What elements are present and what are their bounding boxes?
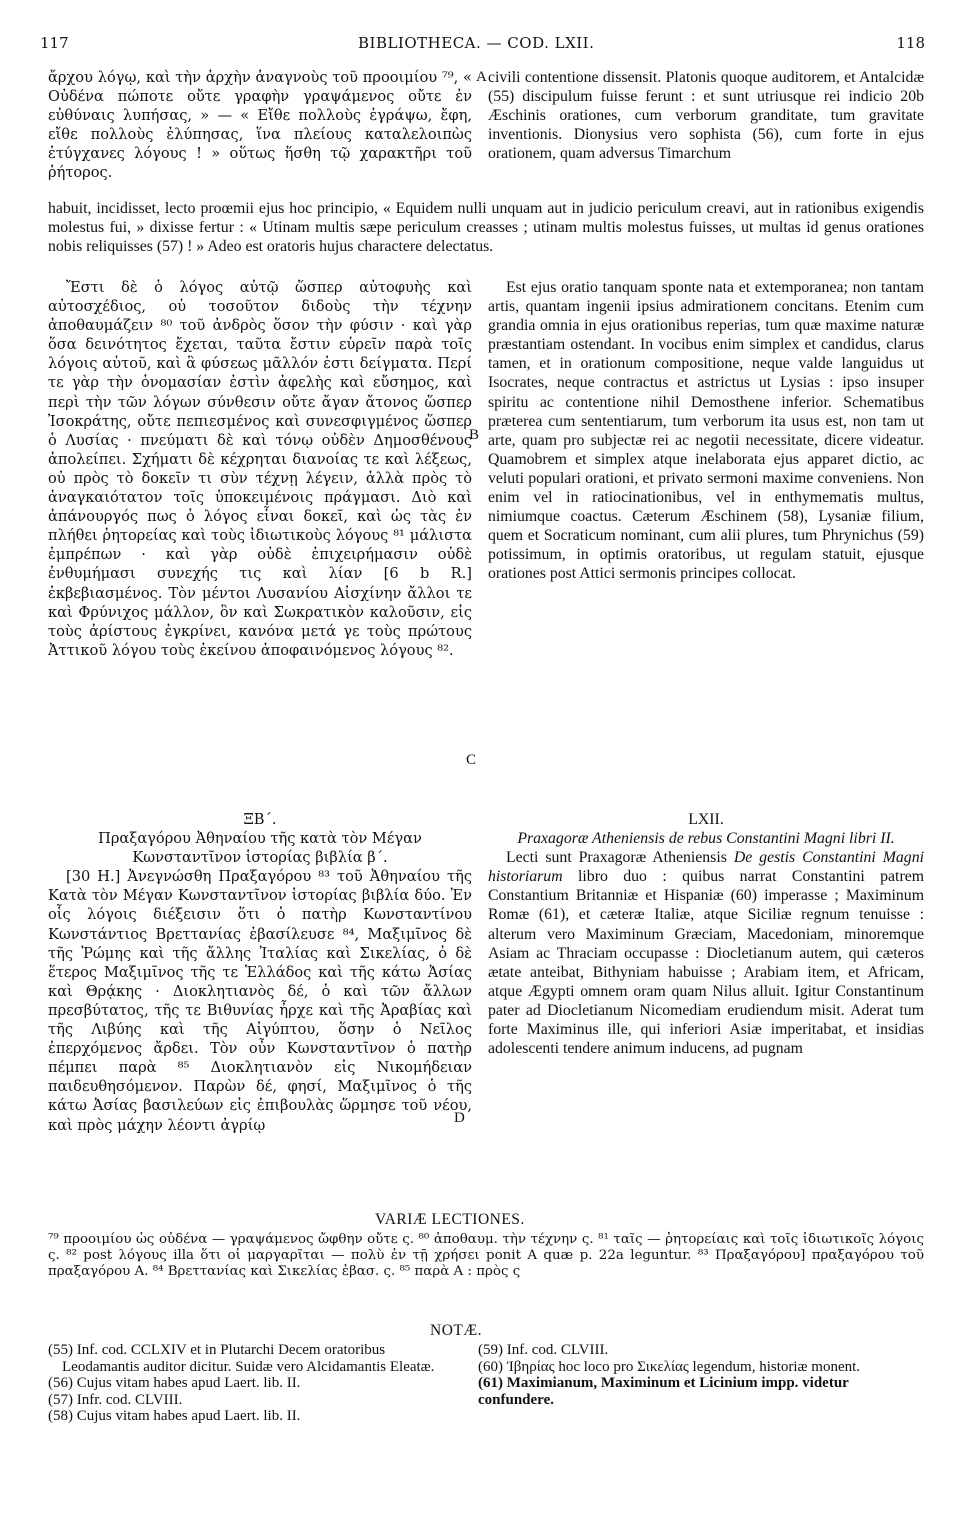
greek-column-middle: [48, 278, 472, 660]
variae-lectiones-heading: VARIÆ LECTIONES.: [375, 1211, 525, 1228]
notes-right-column: [478, 1342, 918, 1408]
note: (57) Infr. cod. CLVIII.: [48, 1391, 183, 1408]
greek-column-top: [48, 68, 472, 184]
work-title: De gestis Constantini Magni historiarum: [488, 849, 924, 886]
margin-letter-a: A: [476, 69, 487, 85]
note: (60) Ἰβηρίας hoc loco pro Σικελίας legendum, historiæ monent.: [478, 1358, 861, 1375]
latin-chapter: [488, 810, 924, 1058]
latin-paragraph: habuit, incidisset, lecto proœmii ejus hoc principio, « Equidem nulli unquam aut in judicio periculum creavi, aut in rationibus exigendis molestus fui, » dixisse fertur : « Utinam multis sæpe periculum creasses ; utinam multis molestus fuisses, ut multas id genus orationes nobis reliquisses (57) ! » Adeo est oratoris hujus charactere delectatus.: [48, 199, 924, 255]
note: (58) Cujus vitam habes apud Laert. lib. II.: [48, 1408, 301, 1424]
margin-letter-b: B: [469, 427, 480, 443]
latin-paragraph: civili contentione dissensit. Platonis quoque auditorem, et Antalcidæ (55) discipulum fuisse ferunt : et sunt utriusque rei indicio 20b Æschinis orationes, cum verborum granditate, tum gravitate inventionis. Dionysius vero sophista (56), cum forte in ejus orationem, quam adversus Timarchum: [488, 69, 924, 163]
chapter-title-latin: Praxagoræ Atheniensis de rebus Constantini Magni libri II.: [517, 830, 895, 848]
note: (55) Inf. cod. CCLXIV et in Plutarchi Decem oratoribus Leodamantis auditor dicitur. Suidæ vero Alcidamantis Eleatæ.: [48, 1342, 435, 1375]
chapter-title-greek: Πραξαγόρου Ἀθηναίου τῆς κατὰ τὸν Μέγαν Κωνσταντῖνον ἱστορίας βιβλία β΄.: [98, 830, 422, 867]
note: (61) Maximianum, Maximinum et Licinium impp. videtur confundere.: [478, 1375, 849, 1408]
latin-paragraph: [488, 848, 924, 1058]
latin-text: Lecti sunt Praxagoræ Atheniensis: [506, 849, 727, 867]
margin-letter-d: D: [454, 1110, 465, 1126]
latin-text: libro duo : quibus narrat Constantini patrem Constantium Britanniæ et Hispaniæ (60) imperasse ; Maximinum Romæ (61), et cæteræ Italiæ, atque Siciliæ regnum tenuisse : alterum vero Maximinum Græciam, Macedoniam, minoremque Asiam ac Thraciam occupasse : Diocletianum autem, qui cæteros ætate anteibat, Bithyniam habuisse ; Arabiam item, et Africam, atque Ægypti omnem oram quam Nilus alluit. Igitur Constantinum pater ad Diocletianum Nicomediam erudiendum misit. Aderat tum forte Maximinus ille, qui inferiori Asiæ imperitabat, et insidias adolescenti tendere animum inducens, ad pugnam: [488, 868, 925, 1058]
latin-paragraph: Est ejus oratio tanquam sponte nata et extemporanea; non tantam artis, quantam ingenii ipsius admirationem concitans. Etenim cum grandia omnia in ejus orationibus reperias, tum quæ maxime naturæ præstantiam ostendant. In vocibus enim simplex et candidus, clarus tamen, et in orationum compositione, neque valde languidus ut Isocrates, neque contractus et astrictus ut Lysias : ipso insuper spiritu ac contentione nihil Demosthene inferior. Schematibus præterea cum sententiarum, tum verborum ita usus est, non tam ut arte, quam pro subjectæ rei ac negotii necessitate, dicere videatur. Quamobrem et simplex atque inelaborata ejus apparet dictio, ac veluti populari orationi, et privato sermoni maxime conveniens. Non enim vel in ratiocinationibus, vel in enthymematis multus, nimiumque coactus. Cæterum Æschinem (58), Lysaniæ filium, quem et Socraticum nominant, cum alii plures, tum Phrynichus (59) potissimum, in optimis oratoribus, ut regulam statuit, ejusque orationes post Attici sermonis principes collocat.: [488, 279, 924, 583]
note: (56) Cujus vitam habes apud Laert. lib. II.: [48, 1375, 301, 1391]
chapter-number-latin: LXII.: [688, 811, 724, 828]
running-header: [40, 34, 925, 58]
greek-chapter: [48, 810, 472, 1135]
chapter-number-greek: ΞΒ΄.: [243, 811, 277, 828]
page-number-right: 118: [896, 34, 925, 52]
latin-column-middle: [488, 278, 924, 584]
notae-heading: NOTÆ.: [430, 1322, 483, 1339]
note: (59) Inf. cod. CLVIII.: [478, 1342, 609, 1358]
page-number-left: 117: [40, 34, 69, 52]
latin-full-width-paragraph: [48, 183, 924, 272]
running-title: BIBLIOTHECA. — COD. LXII.: [358, 34, 595, 52]
margin-letter-c: C: [466, 752, 477, 768]
notes-left-column: [48, 1342, 456, 1425]
greek-paragraph: [30 H.] Ἀνεγνώσθη Πραξαγόρου ⁸³ τοῦ Ἀθηναίου τῆς Κατὰ τὸν Μέγαν Κωνσταντῖνον ἱστορίας βιβλία δύο. Ἐν οἷς λόγοις διέξεισιν ὅτι ὁ πατὴρ Κωνσταντίνου Κωνστάντιος Βρεττανίας ἐβασίλευσε ⁸⁴, Μαξιμῖνος δὲ τῆς Ῥώμης καὶ τῆς ἄλλης Ἰταλίας καὶ Σικελίας, ὁ δὲ ἕτερος Μαξιμῖνος τῆς τε Ἑλλάδος καὶ τῆς κάτω Ἀσίας καὶ Θρᾴκης · Διοκλητιανὸς δέ, ὁ καὶ τῶν ἄλλων πρεσβύτατος, τῆς τε Βιθυνίας ἦρχε καὶ τῆς Ἀραβίας καὶ τῆς Λιβύης καὶ τῆς Αἰγύπτου, ὅσην ὁ Νεῖλος ἐπερχόμενος ἄρδει. Τὸν οὖν Κωνσταντῖνον ὁ πατὴρ πέμπει παρὰ ⁸⁵ Διοκλητιανὸν εἰς Νικομήδειαν παιδευθησόμενον. Παρὼν δέ, φησί, Μαξιμῖνος ὁ τῆς κάτω Ἀσίας βασιλεύων εἰς ἐπιβουλὰς ὥρμησε τοῦ νέου, καὶ πρὸς μάχην λέοντι ἀγρίῳ: [48, 868, 472, 1134]
greek-paragraph: Ἔστι δὲ ὁ λόγος αὐτῷ ὥσπερ αὐτοφυὴς καὶ αὐτοσχέδιος, οὐ τοσοῦτον διδοὺς τὴν τέχνην ἀποθαυμάζειν ⁸⁰ τοῦ ἀνδρὸς ὅσον τὴν φύσιν · καὶ γὰρ ὅσα δεινότητος ἔχεται, ταῦτα ἔστιν εὑρεῖν παρὰ τοῖς λόγοις αὐτοῦ, καὶ ἃ φύσεως μᾶλλόν ἐστι δείγματα. Περί τε γὰρ τὴν ὀνομασίαν ἐστὶν ἀφελὴς καὶ εὔσημος, καὶ περὶ τὴν τῶν λόγων σύνθεσιν οὔτε ἄγαν ἄτονος ὥσπερ Ἰσοκράτης, οὔτε πεπιεσμένος καὶ συνεσφιγμένος ὥσπερ ὁ Λυσίας · πνεύματι δὲ καὶ τόνῳ οὐδὲν Δημοσθένους ἀπολείπει. Σχήματι δὲ κέχρηται διανοίας τε καὶ λέξεως, οὐ πρὸς τὸ δοκεῖν τι σὺν τέχνῃ λέγειν, ἀλλὰ πρὸς τὸ ἀναγκαιότατον τοῖς ὑποκειμένοις πράγμασι. Διὸ καὶ ἀπάνουργός πως ὁ λόγος εἶναι δοκεῖ, καὶ ὡς τὰς ἐν πλήθει ῥητορείας καὶ τοὺς ἰδιωτικοὺς λόγους ⁸¹ μάλιστα ἐμπρέπων · καὶ γὰρ οὐδὲ ἐπιχειρήμασιν οὐδὲ ἐνθυμήμασι συνεχής τις καὶ λίαν [6 b R.] ἐκβεβιασμένος. Τὸν μέντοι Λυσανίου Αἰσχίνην ἄλλοι τε καὶ Φρύνιχος μάλλον, ὃν καὶ Σωκρατικὸν καλοῦσιν, εἰς τοὺς ἀρίστους ἐγκρίνει, κανόνα μετά γε τοὺς πρώτους Ἀττικοῦ λόγου τοὺς ἐκείνου ἀποφαινόμενος λόγους ⁸².: [48, 279, 472, 659]
greek-paragraph: ἄρχου λόγῳ, καὶ τὴν ἀρχὴν ἀναγνοὺς τοῦ προοιμίου ⁷⁹, « Οὐδένα πώποτε οὔτε γραφὴν γραψάμενος οὔτε ἐν εὐθύναις λυπήσας, » — « Εἴθε πολλοὺς ἐγράψω, ἔφη, εἴθε πολλοὺς ἐλύπησας, ἵνα πλείους καταλελοιπὼς ἐτύγχανες λόγους ! » οὕτως ἥσθη τῷ χαρακτῆρι τοῦ ῥήτορος.: [48, 69, 472, 182]
latin-column-top: [488, 68, 924, 184]
variae-lectiones-text: ⁷⁹ προοιμίου ὡς οὐδένα — γραψάμενος ὤφθην οὔτε ς. ⁸⁰ ἀποθαυμ. τὴν τέχνην ς. ⁸¹ ταῖς — ῥητορείαις καὶ τοῖς ἰδιωτικοῖς λόγοις ς. ⁸² post λόγους illa ὅτι οἱ μαργαρῖται — πολὺ ἐν τῇ χρήσει ponit A quæ p. 22a leguntur. ⁸³ Πραξαγόρου] πραξαγόρου τοῦ πραξαγόρου A. ⁸⁴ Βρεττανίας καὶ Σικελίας ἐβασ. ς. ⁸⁵ παρὰ A : πρὸς ς: [48, 1232, 924, 1279]
